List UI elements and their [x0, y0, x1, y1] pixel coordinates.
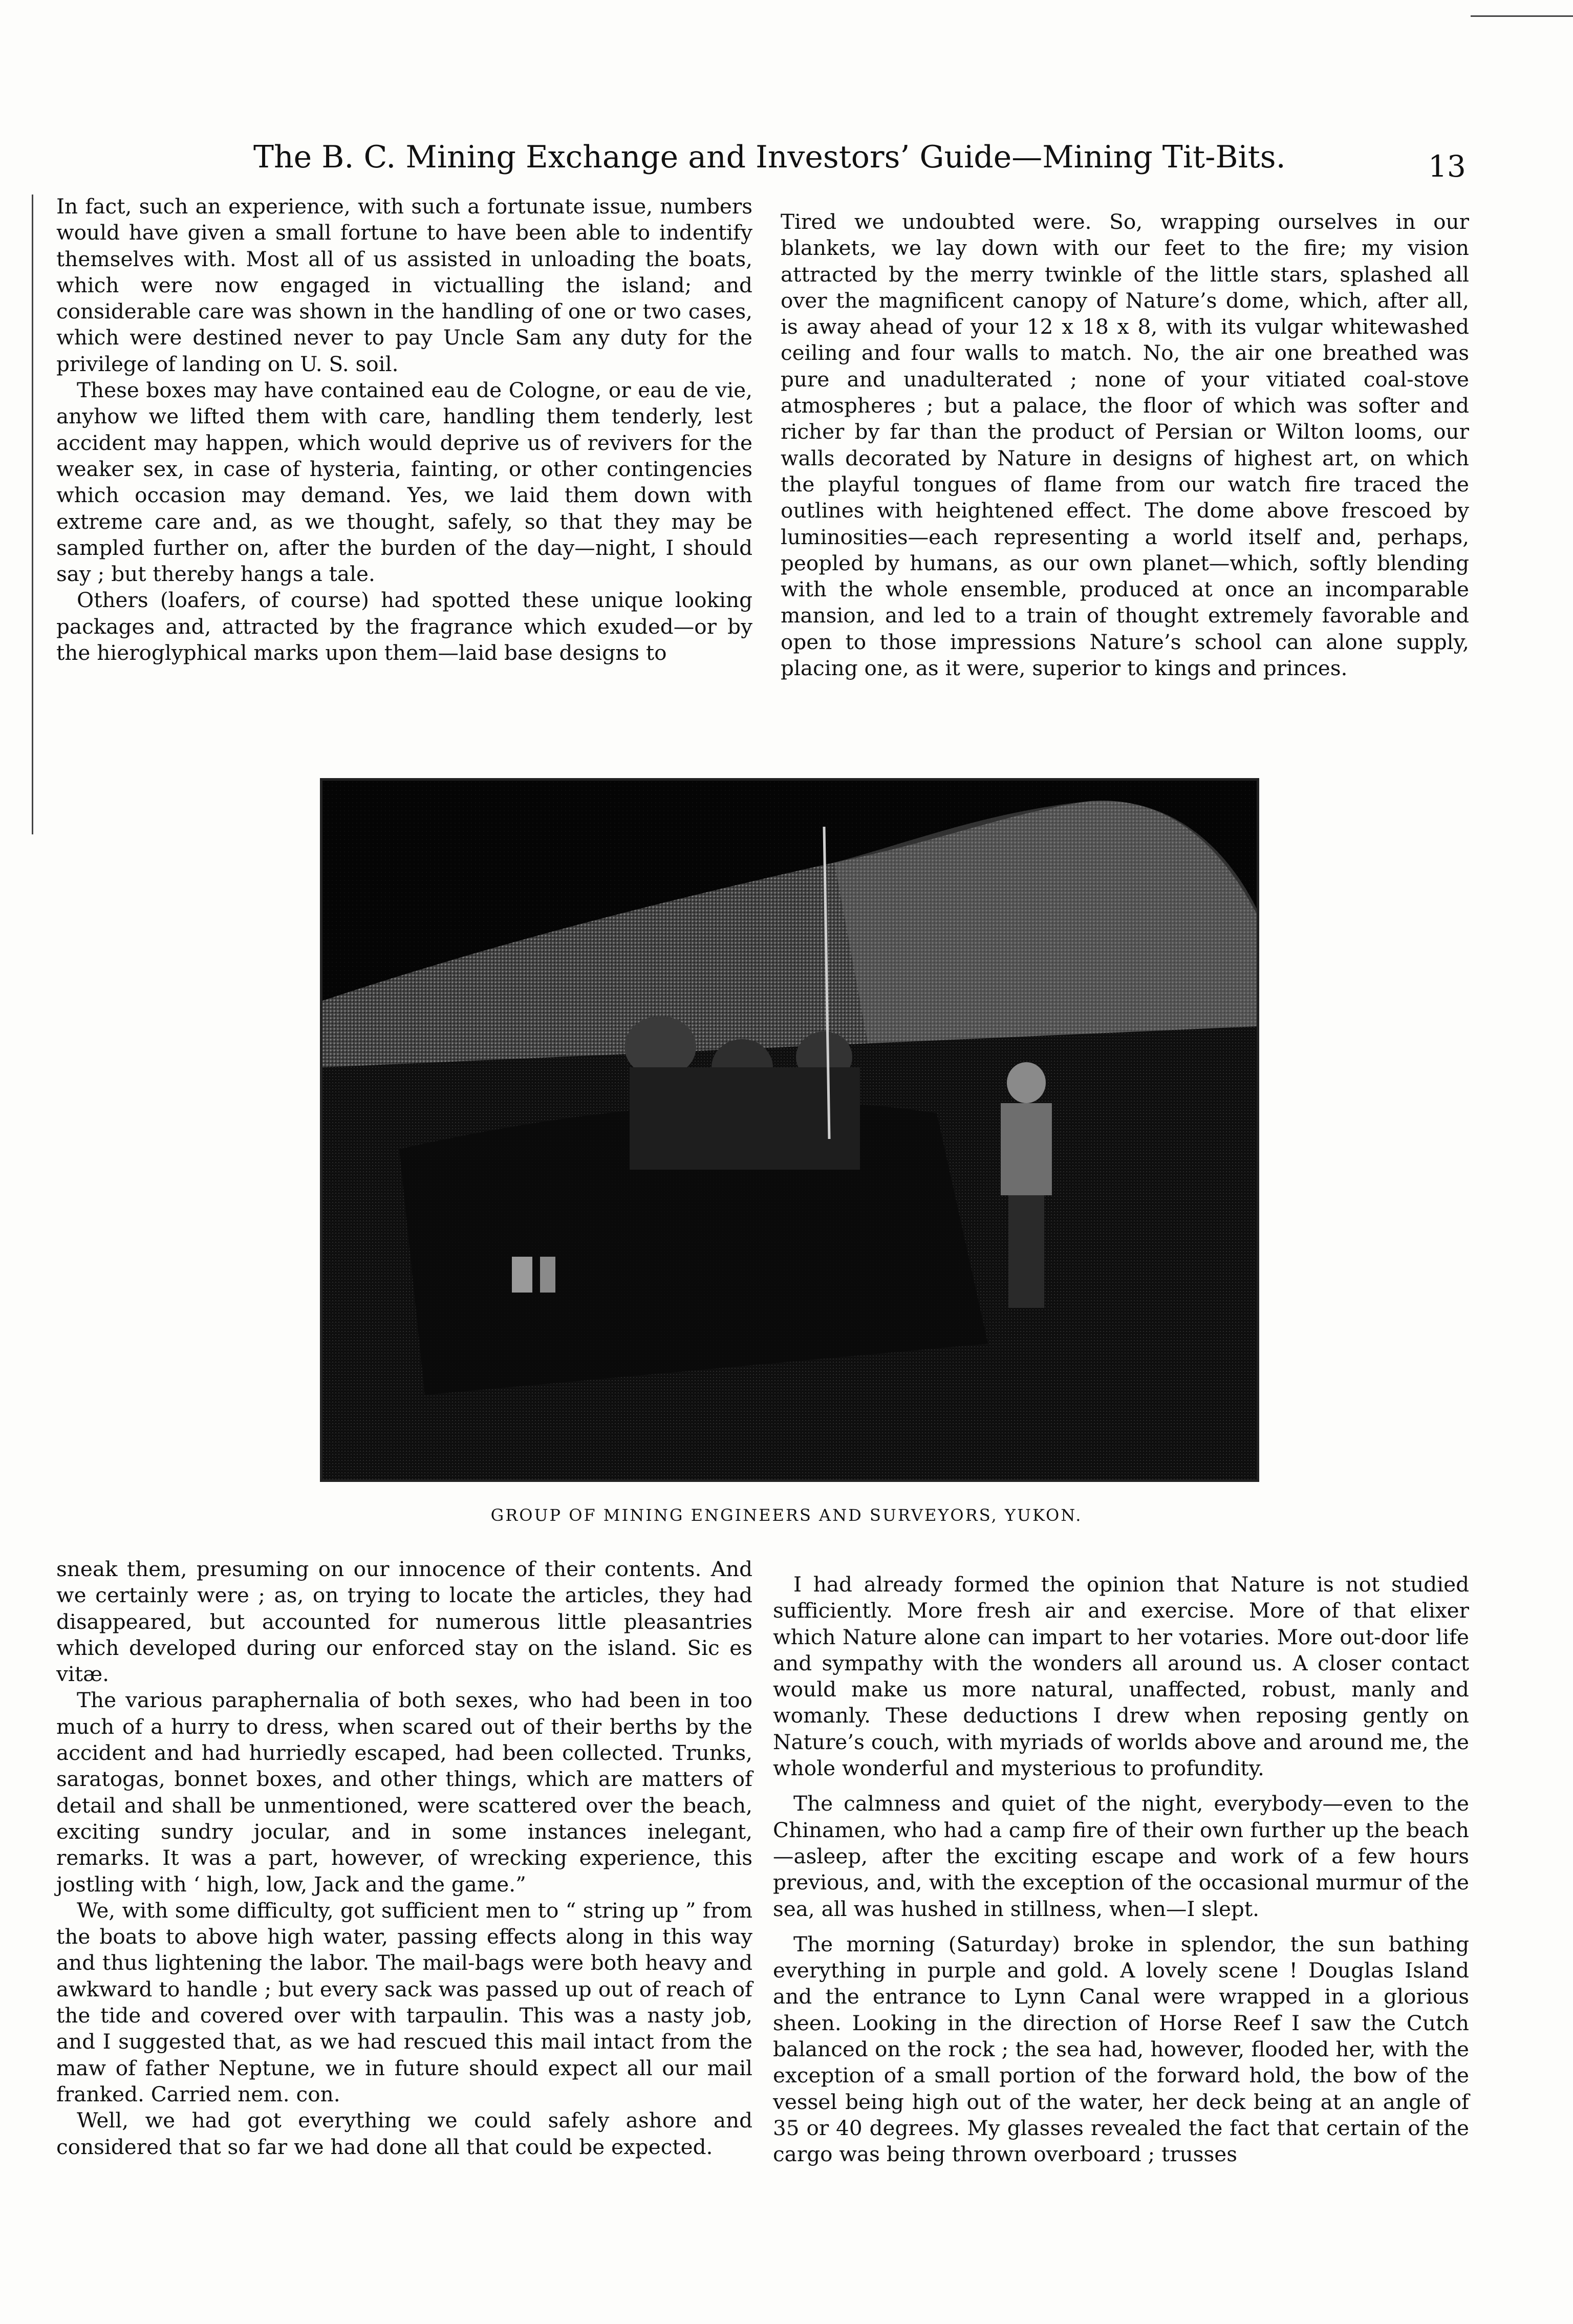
paragraph: The morning (Saturday) broke in splendor, the sun bathing everything in purple and gold. A lovely scene ! Douglas Island and the entrance to Lynn Canal were wrapped in a glorious sheen. Looking in the direction of Horse Reef I saw the Cutch balanced on the rock ; the sea had, however, flooded her, with the exception of a small portion of the forward hold, the bow of the vessel being high out of the water, her deck being at an angle of 35 or 40 degrees. My glasses revealed the fact that certain of the cargo was being thrown overboard ; trusses: [773, 1931, 1469, 2167]
paragraph: These boxes may have contained eau de Cologne, or eau de vie, anyhow we lifted them with care, handling them tenderly, lest accident may happen, which would deprive us of revivers for the weaker sex, in case of hysteria, fainting, or other contingencies which occasion may demand. Yes, we laid them down with extreme care and, as we thought, safely, so that they may be sampled further on, after the burden of the day—night, I should say ; but thereby hangs a tale.: [56, 378, 752, 587]
paragraph: We, with some difficulty, got sufficient men to “ string up ” from the boats to above high water, passing effects along in this way and thus lightening the labor. The mail-bags were both heavy and awkward to handle ; but every sack was passed up out of reach of the tide and covered over with tarpaulin. This was a nasty job, and I suggested that, as we had rescued this mail intact from the maw of father Neptune, we in future should expect all our mail franked. Carried nem. con.: [56, 1898, 752, 2106]
column-top-right: [781, 209, 1469, 681]
paragraph: sneak them, presuming on our innocence of their contents. And we certainly were ; as, on trying to locate the articles, they had disappeared, but accounted for numerous little pleasantries which developed during our enforced stay on the island. Sic es vitæ.: [56, 1557, 752, 1687]
paragraph: In fact, such an experience, with such a fortunate issue, numbers would have given a small fortune to have been able to indentify themselves with. Most all of us assisted in unloading the boats, which were now engaged in victualling the island; and considerable care was shown in the handling of one or two cases, which were destined never to pay Uncle Sam any duty for the privilege of landing on U. S. soil.: [56, 194, 752, 376]
paragraph: Tired we undoubted were. So, wrapping ourselves in our blankets, we lay down with our feet to the fire; my vision attracted by the merry twinkle of the little stars, splashed all over the magnificent canopy of Nature’s dome, which, after all, is away ahead of your 12 x 18 x 8, with its vulgar whitewashed ceiling and four walls to match. No, the air one breathed was pure and unadulterated ; none of your vitiated coal-stove atmospheres ; but a palace, the floor of which was softer and richer by far than the product of Persian or Wilton looms, our walls decorated by Nature in designs of highest art, on which the playful tongues of flame from our watch fire traced the outlines with heightened effect. The dome above frescoed by luminosities—each representing a world itself and, perhaps, peopled by humans, as our own planet—which, softly blending with the whole ensemble, produced at once an incomparable mansion, and led to a train of thought extremely favorable and open to those impressions Nature’s school can alone supply, placing one, as it were, superior to kings and princes.: [781, 209, 1469, 681]
paragraph: Others (loafers, of course) had spotted these unique looking packages and, attracted by the fragrance which exuded—or by the hieroglyphical marks upon them—laid base designs to: [56, 588, 752, 665]
photo-caption: GROUP OF MINING ENGINEERS AND SURVEYORS, YUKON.: [490, 1505, 1083, 1525]
paragraph: Well, we had got everything we could safely ashore and considered that so far we had done all that could be expected.: [56, 2108, 752, 2159]
column-bottom-left: [56, 1556, 752, 2160]
running-header: The B. C. Mining Exchange and Investors’ Guide—Mining Tit-Bits.: [253, 139, 1286, 175]
page-number: 13: [1428, 149, 1466, 184]
photo-illustration-icon: [322, 781, 1257, 1479]
margin-mark: [32, 195, 33, 834]
halftone-photograph: [320, 778, 1259, 1482]
paragraph: I had already formed the opinion that Nature is not studied sufficiently. More fresh air and exercise. More of that elixer which Nature alone can impart to her votaries. More out-door life and sympathy with the wonders all around us. A closer contact would make us more natural, unaffected, robust, manly and womanly. These deductions I drew when reposing gently on Nature’s couch, with myriads of worlds above and around me, the whole wonderful and mysterious to profundity.: [773, 1572, 1469, 1781]
column-top-left: [56, 193, 752, 666]
column-bottom-right: [773, 1572, 1469, 2168]
paragraph: The calmness and quiet of the night, everybody—even to the Chinamen, who had a camp fire of their own further up the beach—asleep, after the exciting escape and work of a few hours previous, and, with the exception of the occasional murmur of the sea, all was hushed in stillness, when—I slept.: [773, 1791, 1469, 1921]
paragraph: The various paraphernalia of both sexes, who had been in too much of a hurry to dress, when scared out of their berths by the accident and had hurriedly escaped, had been collected. Trunks, saratogas, bonnet boxes, and other things, which are matters of detail and shall be unmentioned, were scattered over the beach, exciting sundry jocular, and in some instances inelegant, remarks. It was a part, however, of wrecking experience, this jostling with ‘ high, low, Jack and the game.”: [56, 1688, 752, 1897]
page-corner-rule: [1471, 0, 1573, 17]
